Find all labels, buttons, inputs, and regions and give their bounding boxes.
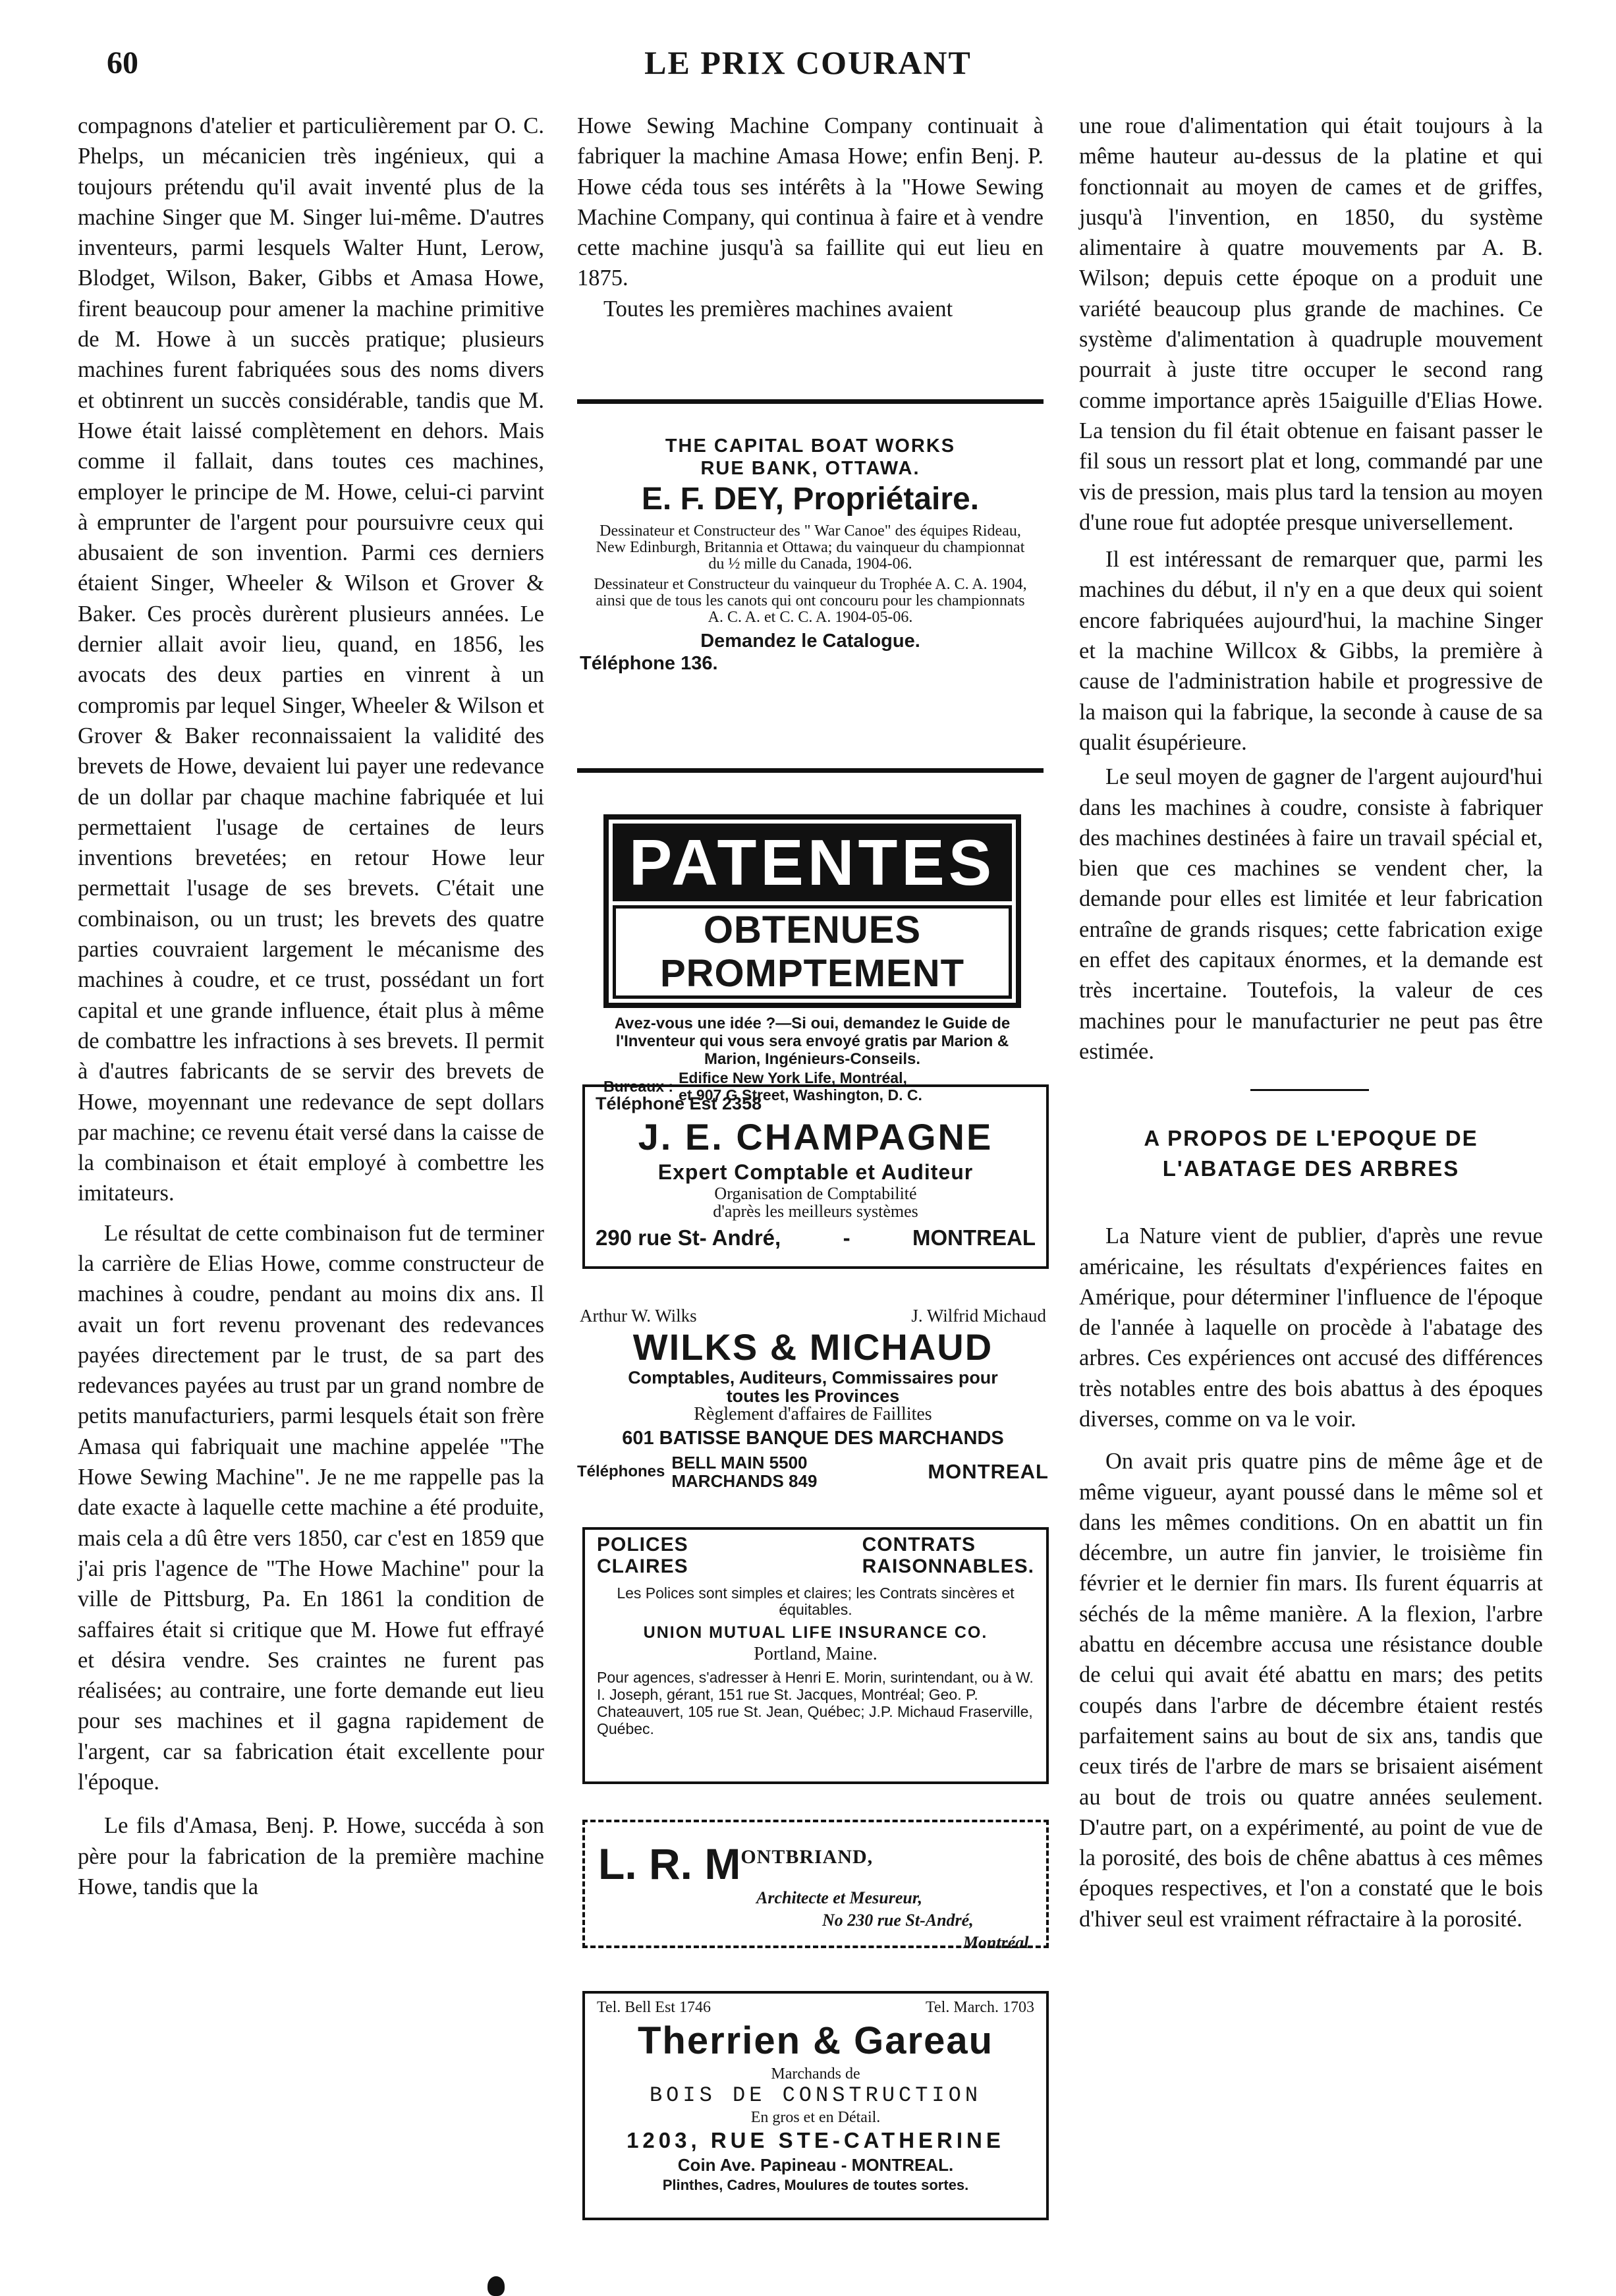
- ad-union-mutual: [582, 1527, 1049, 1784]
- ad-telephone: Téléphone 136.: [580, 653, 718, 674]
- ad-city: MONTREAL: [928, 1460, 1049, 1483]
- ad-line: Marchands de: [771, 2065, 860, 2083]
- running-title: LE PRIX COURANT: [644, 44, 972, 81]
- tel-number: BELL MAIN 5500: [671, 1453, 808, 1472]
- paragraph: La Nature vient de publier, d'après une revue américaine, les résultats d'expériences faites en Amérique, pour déterminer l'influence de l'époque de l'année à laquelle on procède à l'abatage des arbres. Ces expériences ont accusé des différences très notables entre des bois abattus à des époques diverses, comme on va le voir.: [1079, 1223, 1543, 1432]
- ad-montbriand: [582, 1820, 1049, 1952]
- divider: [1250, 1089, 1369, 1091]
- patentes-subtitle: OBTENUES PROMPTEMENT: [613, 905, 1012, 999]
- tel-number: Tel. Bell Est 1746: [597, 1999, 711, 2016]
- ad-org: d'après les meilleurs systèmes: [713, 1202, 918, 1221]
- paragraph: Il est intéressant de remarquer que, parmi les machines du début, il n'y en a que deux qui soient encore fabriquées aujourd'hui, la machine Singer et la machine Willcox & Gibbs, la première à cause de l'administration habile et progressive de la maison qui la fabrique, la seconde à cause de sa qualit ésupérieure.: [1079, 547, 1543, 755]
- ad-address: No 230 rue St-André,: [822, 1911, 974, 1930]
- heading-line: CONTRATS: [862, 1534, 976, 1555]
- ad-firm: WILKS & MICHAUD: [632, 1326, 993, 1368]
- ad-address: 601 BATISSE BANQUE DES MARCHANDS: [622, 1428, 1004, 1449]
- ad-products: Plinthes, Cadres, Moulures de toutes sortes.: [662, 2177, 969, 2193]
- paragraph: Toutes les premières machines avaient: [603, 296, 953, 322]
- paragraph: Howe Sewing Machine Company continuait à fabriquer la machine Amasa Howe; enfin Benj. P. Howe céda tous ses intérêts à la "Howe Sewing Machine Company, qui continua à faire et à vendre cette machine jusqu'à sa faillite qui eut lieu en 1875.: [577, 113, 1044, 291]
- ad-name: Therrien & Gareau: [637, 2019, 994, 2062]
- column-middle-text: [577, 111, 1044, 324]
- paragraph: Le résultat de cette combinaison fut de terminer la carrière de Elias Howe, comme constructeur de machines à coudre, pendant au moins dix ans. Il avait un fort revenu provenant des redevances payées directement par le trust, de sa part des redevances payées au trust par un grand nombre de petits manufacturiers, parmi lesquels était son frère Amasa qui fabriquait une machine appelée "The Howe Sewing Machine". Je ne me rappelle pas la date exacte à laquelle cette machine a été produite, mais cela a dû être vers 1850, car c'est en 1859 que j'ai pris l'agence de "The Howe Machine" pour la ville de Pittsburg, Pa. En 1861 la condition de saffaires était si critique que M. Howe fut effrayé et désira vendre. Ses craintes ne furent pas réalisées; au contraire, une forte demande eut lieu pour ses machines et il gagna rapidement de l'argent, car sa fabrication était excellente pour l'époque.: [78, 1220, 544, 1795]
- ad-catalogue: Demandez le Catalogue.: [700, 630, 920, 652]
- ad-address: 1203, RUE STE-CATHERINE: [627, 2128, 1005, 2152]
- ad-heading: THE CAPITAL BOAT WORKS: [665, 435, 956, 457]
- ad-line: Comptables, Auditeurs, Commissaires pour: [628, 1368, 998, 1387]
- tel-numbers: [671, 1453, 817, 1490]
- patentes-title: PATENTES: [613, 824, 1012, 901]
- heading-spacer: [1079, 1067, 1543, 1123]
- ad-wilks-michaud: [577, 1306, 1049, 1490]
- patentes-body: Avez-vous une idée ?—Si oui, demandez le Guide de l'Inventeur qui vous sera envoyé gratis par Marion & Marion, Ingénieurs-Conseils.: [614, 1015, 1011, 1068]
- ad-product: BOIS DE CONSTRUCTION: [649, 2083, 982, 2108]
- ad-description: Dessinateur et Constructeur du vainqueur du Trophée A. C. A. 1904, ainsi que de tous les canots qui ont concouru pour les championnats A. C. A. et C. C. A. 1904-05-06.: [594, 576, 1027, 626]
- paragraph: une roue d'alimentation qui était toujours à la même hauteur au-dessus de la platine et qui fonctionnait au moyen de cames et de griffes, jusqu'à l'invention, en 1850, du système alimentaire à quatre mouvements par A. B. Wilson; depuis cette époque on a produit une variété beaucoup plus grande de machines. Ce système d'alimentation à quadruple mouvement pourrait à juste titre occuper le second rang comme importance après 15aiguille d'Elias Howe. La tension du fil était obtenue en faisant passer le fil sous un ressort plat et long, commandé par une vis de pression, mais plus tard la tension au moyen d'une roue fut adoptée presque universellement.: [1079, 113, 1543, 535]
- heading-right: [862, 1534, 1034, 1577]
- ad-champagne: [582, 1084, 1049, 1269]
- ad-line: toutes les Provinces: [726, 1386, 900, 1406]
- ad-capital-boat-works: [577, 435, 1044, 675]
- tel-number: Tel. March. 1703: [926, 1999, 1034, 2016]
- ad-headings: [597, 1534, 1034, 1577]
- ad-partners: [577, 1306, 1049, 1326]
- ad-city: MONTREAL: [912, 1225, 1036, 1250]
- bureau-address: et 907 G Street, Washington, D. C.: [679, 1086, 922, 1104]
- ad-telephone: Téléphone Est 2358: [596, 1094, 762, 1113]
- ad-name-rest: ONTBRIAND,: [740, 1846, 874, 1868]
- ad-name: [598, 1834, 1033, 1887]
- ad-company: UNION MUTUAL LIFE INSURANCE CO.: [643, 1623, 988, 1642]
- ink-blot: [488, 2276, 505, 2296]
- divider: [577, 399, 1044, 404]
- ad-org: Organisation de Comptabilité: [714, 1184, 917, 1203]
- ad-line: Règlement d'affaires de Faillites: [694, 1404, 932, 1424]
- patentes-banner: [603, 814, 1021, 1008]
- ad-address-row: [596, 1225, 1036, 1250]
- paragraph: Le seul moyen de gagner de l'argent aujourd'hui dans les machines à coudre, consiste à fabriquer des machines destinées à faire un travail spécial et, bien que ces machines se vendent cher, la demande pour elles est limitée et leur fabrication entraîne de grands risques; cette fabrication exige en effet des capitaux énormes, et la demande est très incertaine. Toutefois, la valeur de ces machines pour le manufacturier ne peut pas être estimée.: [1079, 764, 1543, 1064]
- tel-number: MARCHANDS 849: [671, 1471, 818, 1491]
- ad-city: Portland, Maine.: [754, 1644, 878, 1664]
- partner-name: Arthur W. Wilks: [580, 1306, 697, 1326]
- paragraph: Le fils d'Amasa, Benj. P. Howe, succéda à son père pour la fabrication de la première machine Howe, tandis que la: [78, 1813, 544, 1899]
- ad-city: Montréal.: [962, 1933, 1033, 1952]
- ad-text: Les Polices sont simples et claires; les Contrats sincères et équitables.: [617, 1584, 1015, 1618]
- ad-owner: E. F. DEY, Propriétaire.: [641, 482, 980, 517]
- page-number: 60: [107, 45, 138, 80]
- page-header: [0, 41, 1616, 87]
- ad-agents: Pour agences, s'adresser à Henri E. Morin, surintendant, ou à W. I. Joseph, gérant, 151 rue St. Jacques, Montréal; Geo. P. Chateauvert, 105 rue St. Jean, Québec; J.P. Michaud Fraserville, Québec.: [597, 1669, 1034, 1737]
- paragraph: compagnons d'atelier et particulièrement par O. C. Phelps, un mécanicien très ingénieux, qui a toujours prétendu qu'il avait inventé plus de la machine Singer que M. Singer lui-même. D'autres inventeurs, parmi lesquels Walter Hunt, Lerow, Blodget, Wilson, Baker, Gibbs et Amasa Howe, firent beaucoup pour amener la machine primitive de M. Howe à un succès pratique; plusieurs machines furent fabriquées sous des noms divers et obtinrent un succès considérable, tandis que M. Howe était laissé complètement en dehors. Mais comme il fallait, dans toutes ces machines, employer le principe de M. Howe, celui-ci parvint à emprunter de l'argent pour poursuivre ceux qui abusaient de son invention. Parmi ces derniers étaient Singer, Wheeler & Wilson et Grover & Baker. Ces procès durèrent plusieurs années. Le dernier allait avoir lieu, quand, en 1856, les avocats des deux parties en vinrent à un compromis par lequel Singer, Wheeler & Wilson et Grover & Baker reconnaissaient la validité des brevets de Howe, devaient lui payer une redevance de un dollar par chaque machine fabriquée et lui permettaient l'usage de certaines de leurs inventions brevetées; en retour Howe leur permettait l'usage de ses brevets. C'était une combinaison, ou un trust; les brevets des quatre parties couvraient largement le mécanisme des machines à coudre, et ce trust, possédant un fort capital et une grande influence, était plus à même de combattre les infractions à ses brevets. Il permit à d'autres fabricants de se servir des brevets de Howe, moyennant une redevance de sept dollars par machine; ce revenu était versé dans la caisse de la combinaison et était employé à combettre les imitateurs.: [78, 113, 544, 1206]
- ad-description: Dessinateur et Constructeur des " War Canoe" des équipes Rideau, New Edinburgh, Britannia et Ottawa; du vainqueur du championnat du ½ mille du Canada, 1904-06.: [596, 522, 1025, 573]
- ad-corner: Coin Ave. Papineau - MONTREAL.: [677, 2155, 954, 2175]
- article-heading: A PROPOS DE L'EPOQUE DE L'ABATAGE DES ARBRES: [1144, 1126, 1478, 1181]
- paragraph: On avait pris quatre pins de même âge et de même vigueur, ayant poussé dans le même sol et dans les mêmes conditions. On en abattit un fin décembre, un autre fin janvier, le troisième fin février et le dernier fin mars. Ils furent équarris at séchés de la même manière. A la flexion, l'arbre abattu en décembre accusa une résistance double de celui qui avait été abattu en mars; des petits coupés dans l'arbre de décembre étaient restés parfaitement sains au bout de six ans, tandis que ceux tirés de l'arbre de mars se brisaient aisément au bout de trois ou quatre années seulement. D'autre part, on a expérimenté, au point de vue de la porosité, des bois de chêne abattus à ces mêmes époques respectives, et l'on a constaté que le bois d'hiver seul est vraiment réfractaire à la porosité.: [1079, 1449, 1543, 1932]
- ad-telephones: [597, 1999, 1034, 2017]
- bureaux-label: Bureaux :: [603, 1078, 674, 1095]
- ad-title: Expert Comptable et Auditeur: [657, 1160, 974, 1184]
- heading-line: CLAIRES: [597, 1555, 688, 1577]
- ad-name: J. E. CHAMPAGNE: [638, 1116, 993, 1158]
- ad-dash: -: [843, 1225, 850, 1250]
- column-left: [78, 111, 544, 1902]
- ad-telephones-row: [577, 1453, 1049, 1490]
- divider: [577, 768, 1044, 773]
- ad-patentes: [603, 814, 1021, 1104]
- ad-therrien-gareau: [582, 1991, 1049, 2220]
- ad-line: En gros et en Détail.: [750, 2109, 881, 2126]
- ad-address: RUE BANK, OTTAWA.: [700, 458, 920, 479]
- tel-label: Téléphones: [577, 1463, 665, 1480]
- ad-initials: L. R. M: [598, 1839, 741, 1888]
- heading-left: [597, 1534, 688, 1577]
- column-right: [1079, 111, 1543, 1934]
- heading-line: POLICES: [597, 1534, 688, 1555]
- heading-line: RAISONNABLES.: [862, 1555, 1034, 1577]
- bureau-address: Edifice New York Life, Montréal,: [679, 1069, 907, 1086]
- ad-role: Architecte et Mesureur,: [756, 1888, 923, 1907]
- partner-name: J. Wilfrid Michaud: [911, 1306, 1046, 1326]
- ad-address: 290 rue St- André,: [596, 1225, 781, 1250]
